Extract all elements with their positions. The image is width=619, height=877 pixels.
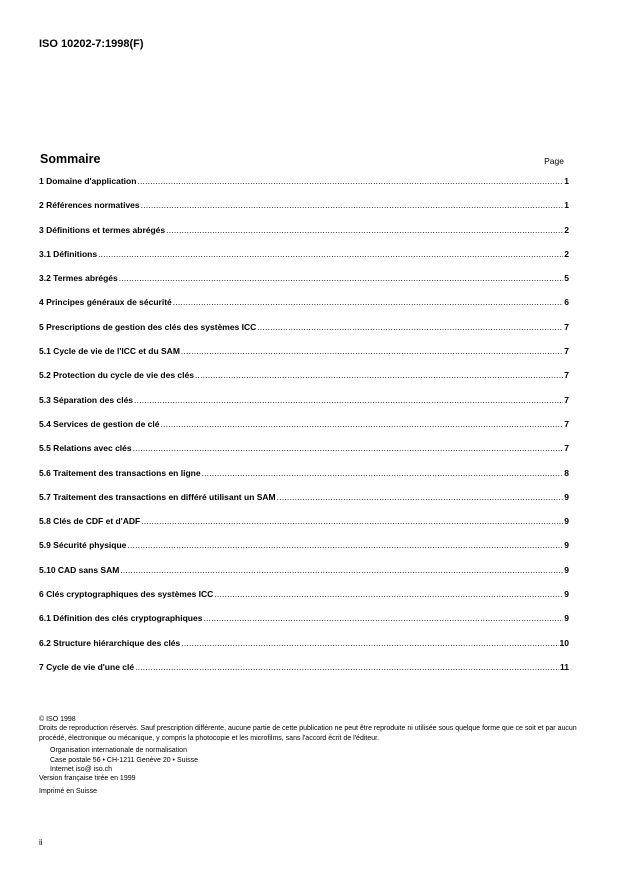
org-name: Organisation internationale de normalisation [50,747,187,755]
toc-entry-page: 7 [564,443,569,454]
toc-entry[interactable] [39,322,569,346]
toc-entry-page: 2 [564,248,569,259]
toc-entry[interactable] [39,565,569,589]
toc-entry[interactable] [39,419,569,443]
toc-entry-label: 3 Définitions et termes abrégés [39,224,166,235]
toc-leader-dots [119,273,564,283]
toc-entry-label: 4 Principes généraux de sécurité [39,297,172,308]
toc-entry-page: 6 [564,297,569,308]
toc-entry-page: 9 [564,491,569,502]
toc-entry[interactable] [39,589,569,613]
toc-page-label: Page [544,156,564,166]
toc-entry-page: 9 [564,613,569,624]
toc-entry-label: 5.7 Traitement des transactions en différé utilisant un SAM [39,491,276,502]
toc-entry[interactable] [39,176,569,200]
toc-entry[interactable] [39,249,569,273]
org-address: Case postale 56 • CH-1211 Genève 20 • Suisse [50,756,198,764]
toc-entry-label: 5.8 Clés de CDF et d'ADF [39,516,141,527]
printed-note: Imprimé en Suisse [39,787,97,795]
toc-entry[interactable] [39,395,569,419]
toc-entry[interactable] [39,662,569,686]
toc-entry[interactable] [39,540,569,564]
toc-entry-page: 5 [564,273,569,284]
rights-statement: Droits de reproduction réservés. Sauf prescription différente, aucune partie de cette publication ne peut être reproduite ni utilisée sous quelque forme que ce soit et par aucun procédé, électronique ou mécanique, y compris la photocopie et les microfilms, sans l'accord écrit de l'éditeur. [39,725,577,742]
toc-leader-dots [166,225,563,235]
toc-entry[interactable] [39,516,569,540]
toc-leader-dots [160,419,563,429]
version-note: Version française tirée en 1999 [39,775,136,783]
toc-entry-label: 5.10 CAD sans SAM [39,564,120,575]
toc-entry-page: 7 [564,394,569,405]
toc-leader-dots [214,589,563,599]
toc-entry-page: 9 [564,589,569,600]
toc-entry-label: 5.2 Protection du cycle de vie des clés [39,370,194,381]
toc-leader-dots [195,370,563,380]
toc-entry[interactable] [39,370,569,394]
toc-title: Sommaire [40,152,101,166]
toc-entry-page: 7 [564,321,569,332]
toc-entry-label: 1 Domaine d'application [39,176,137,186]
toc-leader-dots [134,395,563,405]
toc-entry-label: 5.1 Cycle de vie de l'ICC et du SAM [39,346,180,357]
toc-entry[interactable] [39,200,569,224]
toc-entry-label: 7 Cycle de vie d'une clé [39,661,135,672]
toc-entry-page: 8 [564,467,569,478]
toc-leader-dots [257,322,563,332]
copyright-block [39,715,579,796]
toc-leader-dots [202,468,564,478]
toc-entry-label: 5 Prescriptions de gestion des clés des systèmes ICC [39,321,257,332]
toc-leader-dots [135,662,559,672]
toc-entry-label: 5.5 Relations avec clés [39,443,132,454]
toc-entry-page: 1 [564,176,569,186]
toc-entry[interactable] [39,613,569,637]
toc-entry-label: 6.1 Définition des clés cryptographiques [39,613,203,624]
toc-entry[interactable] [39,443,569,467]
toc-entry[interactable] [39,468,569,492]
document-header: ISO 10202-7:1998(F) [39,38,144,50]
toc-entry-label: 5.4 Services de gestion de clé [39,418,160,429]
toc-entry-page: 10 [559,637,569,648]
toc-entry-page: 9 [564,540,569,551]
toc-leader-dots [98,249,563,259]
toc-entry[interactable] [39,638,569,662]
toc-leader-dots [141,200,564,210]
toc-entry-page: 7 [564,346,569,357]
page-number: ii [39,838,43,847]
toc-entry[interactable] [39,225,569,249]
toc-leader-dots [120,565,563,575]
org-internet: Internet iso@ iso.ch [50,766,112,774]
toc-leader-dots [137,176,563,186]
copyright-line: © ISO 1998 [39,716,76,723]
table-of-contents [39,176,569,686]
toc-leader-dots [203,613,563,623]
toc-entry-label: 5.3 Séparation des clés [39,394,134,405]
toc-entry-label: 6.2 Structure hiérarchique des clés [39,637,181,648]
toc-entry-label: 2 Références normatives [39,200,140,211]
toc-entry-page: 7 [564,418,569,429]
toc-leader-dots [133,443,564,453]
toc-entry-label: 5.6 Traitement des transactions en ligne [39,467,201,478]
toc-entry[interactable] [39,297,569,321]
toc-entry-page: 7 [564,370,569,381]
toc-leader-dots [181,346,563,356]
toc-entry-page: 2 [564,224,569,235]
toc-leader-dots [181,638,558,648]
toc-entry-page: 1 [564,200,569,211]
toc-entry-page: 11 [560,661,569,672]
toc-leader-dots [277,492,564,502]
toc-entry[interactable] [39,346,569,370]
toc-entry-label: 6 Clés cryptographiques des systèmes ICC [39,589,214,600]
toc-entry-page: 9 [564,516,569,527]
toc-entry[interactable] [39,273,569,297]
toc-leader-dots [141,516,563,526]
toc-entry-label: 3.1 Définitions [39,248,98,259]
toc-entry-page: 9 [564,564,569,575]
toc-entry[interactable] [39,492,569,516]
toc-leader-dots [127,540,563,550]
toc-entry-label: 5.9 Sécurité physique [39,540,127,551]
toc-entry-label: 3.2 Termes abrégés [39,273,118,284]
toc-leader-dots [173,297,564,307]
